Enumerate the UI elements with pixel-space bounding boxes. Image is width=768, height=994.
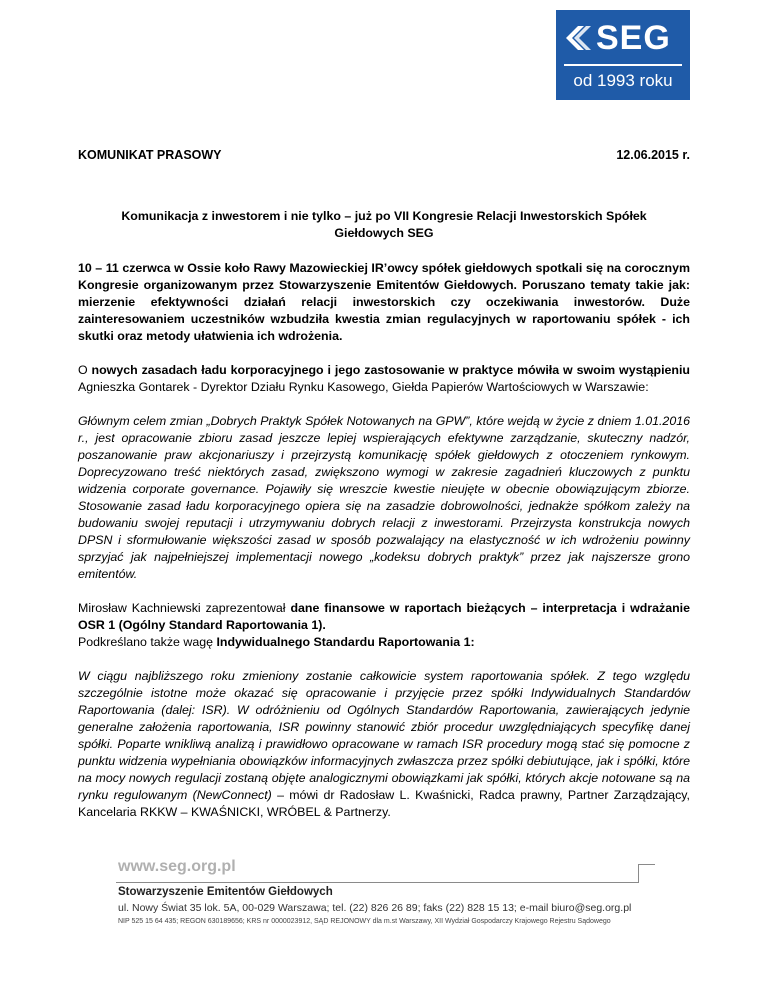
p3-text-1: Mirosław Kachniewski zaprezentował [78, 601, 291, 615]
seg-logo [556, 10, 690, 100]
footer-organization: Stowarzyszenie Emitentów Giełdowych [118, 886, 333, 898]
quote-gontarek: Głównym celem zmian „Dobrych Praktyk Spółek Notowanych na GPW”, które wejdą w życie z dniem 1.01.2016 r., jest opracowanie zbioru zasad jeszcze lepiej wspierających efektywne zarządzanie, skuteczny nadzór, poszanowanie praw akcjonariuszy i przejrzystą komunikację spółek giełdowych z otoczeniem rynkowym. Doprecyzowano treść niektórych zasad, zwiększono wymogi w zakresie zagadnień kluczowych z punktu widzenia corporate governance. Pojawiły się wreszcie kwestie nieujęte w obecnie obowiązującym zbiorze. Stosowanie zasad ładu korporacyjnego opiera się na zasadzie dobrowolności, jednakże spółkom zależy na budowaniu swojej reputacji i utrzymywaniu dobrych relacji z inwestorami. Przejrzysta konstrukcja nowych DPSN i sformułowanie większości zasad w sposób pozwalający na elastyczność w ich wdrożeniu powinny sprzyjać jak najpełniejszej implementacji nowego „kodeksu dobrych praktyk” przez jak najszersze grono emitentów. [78, 414, 690, 581]
paragraph-kachniewski [78, 600, 690, 634]
press-release-label: KOMUNIKAT PRASOWY [78, 148, 222, 162]
footer-rule-corner [638, 864, 655, 883]
p2-text-2: Agnieszka Gontarek - Dyrektor Działu Rynku Kasowego, Giełda Papierów Wartościowych w Warszawie: [78, 380, 649, 394]
document-body [78, 208, 690, 838]
document-title: Komunikacja z inwestorem i nie tylko – już po VII Kongresie Relacji Inwestorskich Spółek Giełdowych SEG [121, 209, 647, 240]
footer-registry: NIP 525 15 64 435; REGON 630189656; KRS nr 0000023912, SĄD REJONOWY dla m.st Warszawy, XII Wydział Gospodarczy Krajowego Rejestru Sądowego [118, 918, 611, 925]
p2-text-1: O [78, 363, 92, 377]
quote2-italic: W ciągu najbliższego roku zmieniony zostanie całkowicie system raportowania spółek. Z tego względu szczególnie istotne może okazać się opracowanie i przyjęcie przez spółki Indywidualnych Standardów Raportowania (dalej: ISR). W odróżnieniu od Ogólnych Standardów Raportowania, zawierających jedynie generalne założenia raportowania, ISR powinny stanowić zbiór procedur uwzględniających specyfikę danej spółki. Poparte wnikliwą analizą i prawidłowo opracowane w ramach ISR procedury mogą stać się pomocne z punktu widzenia wypełniania obowiązków informacyjnych zwłaszcza przez spółki debiutujące, jak i spółki, które na mocy nowych regulacji zostaną objęte analogicznymi obowiązkami jak spółki, których akcje notowane są na rynku regulowanym (NewConnect) [78, 669, 690, 802]
lead-paragraph: 10 – 11 czerwca w Ossie koło Rawy Mazowieckiej IR’owcy spółek giełdowych spotkali się na corocznym Kongresie organizowanym przez Stowarzyszenie Emitentów Giełdowych. Poruszano tematy takie jak: mierzenie efektywności działań relacji inwestorskich czy oczekiwania inwestorów. Duże zainteresowaniem uczestników wzbudziła kwestia zmian regulacyjnych w raportowaniu spółek - ich skutki oraz metody ułatwienia ich wdrożenia. [78, 261, 690, 343]
release-date: 12.06.2015 r. [616, 148, 690, 162]
footer-url[interactable]: www.seg.org.pl [118, 858, 236, 875]
quote-kwasnicki [78, 668, 690, 821]
paragraph-gontarek [78, 362, 690, 396]
logo-name: SEG [596, 19, 671, 57]
p3-text-2: Podkreślano także wagę [78, 635, 217, 649]
logo-divider [564, 64, 682, 66]
logo-subtitle: od 1993 roku [573, 71, 673, 90]
footer-rule [116, 882, 638, 883]
paragraph-isr [78, 634, 690, 651]
seg-arrow-icon [564, 24, 592, 52]
footer [118, 858, 718, 925]
quote2-attribution: – mówi dr Radosław L. Kwaśnicki, Radca prawny, Partner Zarządzający, Kancelaria RKKW – KWAŚNICKI, WRÓBEL & Partnerzy. [78, 788, 690, 819]
p2-bold: nowych zasadach ładu korporacyjnego i jego zastosowanie w praktyce mówiła w swoim wystąpieniu [91, 363, 690, 377]
p3-bold-2: Indywidualnego Standardu Raportowania 1: [216, 635, 475, 649]
footer-address: ul. Nowy Świat 35 lok. 5A, 00-029 Warszawa; tel. (22) 826 26 89; faks (22) 828 15 13; e-mail biuro@seg.org.pl [118, 902, 632, 914]
p3-bold-1: dane finansowe w raportach bieżących – interpretacja i wdrażanie OSR 1 (Ogólny Standard Raportowania 1). [78, 601, 690, 632]
